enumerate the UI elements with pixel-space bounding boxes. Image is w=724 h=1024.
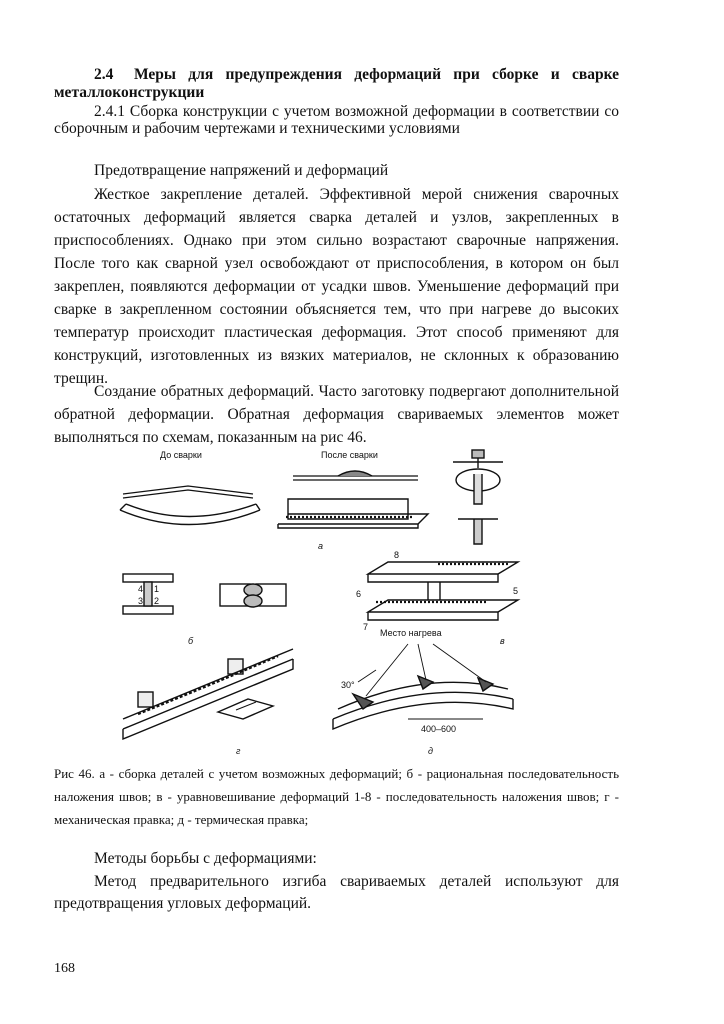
mechanical-straightening-drawing [123,649,293,739]
paragraph-reverse-deformation: Создание обратных деформаций. Часто заготовку подвергают дополнительной обратной деформации. Обратная деформация свариваемых элементов может выполняться по схемам, показанным на рис 46. [54,383,619,446]
label-n1: 1 [154,584,160,594]
subfigure-g-label: г [236,746,241,756]
label-n6: 6 [356,589,362,599]
paragraph-methods: Метод предварительного изгиба свариваемых деталей используют для предотвращения угловых деформаций. [54,873,619,912]
clamp-drawing [453,450,503,544]
subsection-title: 2.4.1 Сборка конструкции с учетом возможной деформации в соответствии со сборочным и рабочим чертежами и техническими условиями [54,103,619,137]
subfigure-b-label: б [188,636,194,646]
label-n2: 2 [154,596,160,606]
methods-title: Методы борьбы с деформациями: [94,850,317,867]
label-n8: 8 [394,550,400,560]
label-n7: 7 [363,622,369,632]
before-welding-drawing [120,486,260,525]
section-number: 2.4 [94,66,114,83]
ibeam-section-drawing [123,574,173,614]
label-n3: 3 [138,596,144,606]
butt-joint-drawing [220,584,286,607]
welded-ibeam-drawing [368,562,518,620]
thermal-straightening-drawing [333,644,513,729]
figure-caption: Рис 46. а - сборка деталей с учетом возможных деформаций; б - рациональная последовательность наложения швов; в - уравновешивание деформаций 1-8 - последовательность наложения швов; г - механическая правка; д - термическая правка; [54,766,619,827]
label-after-welding: После сварки [321,450,378,460]
subfigure-v-label: в [500,636,505,646]
section-heading [54,66,619,102]
section-title: Меры для предупреждения деформаций при сборке и сварке металлоконструкции [54,66,619,101]
label-range: 400–600 [421,724,457,734]
figure-46 [108,444,628,764]
label-angle: 30° [341,680,355,690]
page-number: 168 [54,961,75,976]
subfigure-d-label: д [428,746,433,756]
prevention-title: Предотвращение напряжений и деформаций [94,162,389,179]
label-n4: 4 [138,584,144,594]
subfigure-a-label: а [318,541,324,551]
after-welding-drawing [278,471,428,528]
label-heating-spot: Место нагрева [380,628,442,638]
label-before-welding: До сварки [160,450,202,460]
label-n5: 5 [513,586,519,596]
paragraph-rigid-fixing: Жесткое закрепление деталей. Эффективной мерой снижения сварочных остаточных деформаций является сварка деталей и узлов, закрепленных в приспособлениях. Однако при этом сильно возрастают сварочные напряжения. После того как сварной узел освобождают от приспособления, в котором он был закреплен, появляются деформации от усадки швов. Уменьшение деформаций при сварке в закрепленном состоянии объясняется тем, что при нагреве до высоких температур происходит пластическая деформация. Этот способ применяют для конструкций, изготовленных из вязких материалов, не склонных к образованию трещин. [54,186,619,387]
